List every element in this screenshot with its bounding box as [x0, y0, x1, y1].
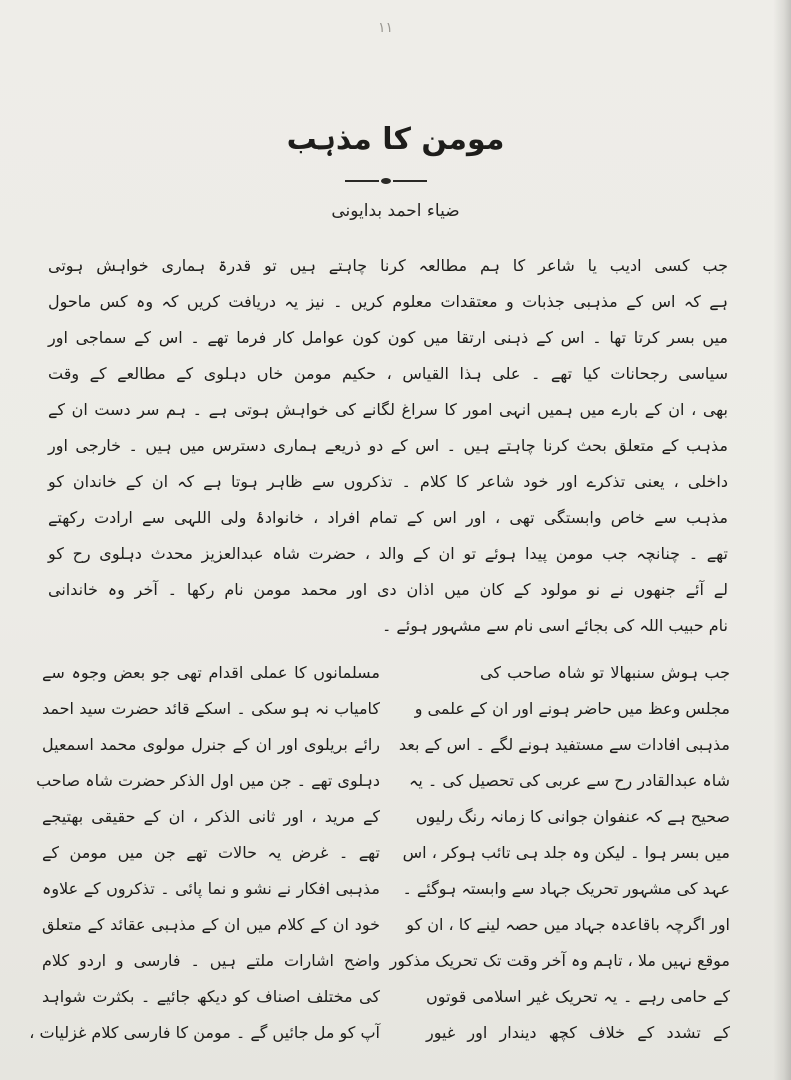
intro-line: بھی ، ان کے بارے میں ہمیں انہی امور کا سراغ لگانے کی خواہش ہوتی ہے ۔ ہم سر دست ان کے	[48, 400, 729, 419]
column-line: تھے ۔ غرض یہ حالات تھے جن میں مومن کے	[42, 843, 380, 862]
intro-line: مذہب سے خاص وابستگی تھی ، اور اس کے تمام افراد ، خانوادۂ ولی اللہی سے ارادت رکھتے	[48, 508, 728, 527]
column-line: صحیح ہے کہ عنفوان جوانی کا زمانہ رنگ رلیوں	[415, 807, 730, 826]
column-line: عہد کی مشہور تحریک جہاد سے وابستہ ہوگئے ۔	[402, 879, 730, 898]
article-title: مومن کا مذہب	[286, 122, 505, 157]
column-line: شاہ عبدالقادر رح سے عربی کی تحصیل کی ۔ یہ	[408, 771, 730, 790]
column-line: کی مختلف اصناف کو دیکھ جائیے ۔ بکثرت شواہد	[42, 987, 380, 1006]
column-line: خود ان کے کلام میں ان کے مذہبی عقائد کے متعلق	[42, 915, 380, 934]
intro-line: تھے ۔ چنانچہ جب مومن پیدا ہوئے تو ان کے والد ، حضرت شاہ عبدالعزیز محدث دہلوی رح کو	[48, 544, 728, 563]
intro-line: ہے کہ اس کے مذہبی جذبات و معتقدات معلوم کریں ۔ نیز یہ دریافت کریں کہ وہ کس ماحول	[48, 292, 728, 311]
intro-line: داخلی ، یعنی تذکرے اور خود شاعر کا کلام ۔ تذکروں سے ظاہر ہوتا ہے کہ ان کے خاندان کو	[48, 472, 728, 491]
column-line: مسلمانوں کا عملی اقدام تھی جو بعض وجوہ سے	[42, 663, 380, 682]
column-line: آپ کو مل جائیں گے ۔ مومن کا فارسی کلام غزلیات ،	[29, 1023, 380, 1042]
author-byline: ضیاء احمد بدایونی	[331, 201, 460, 221]
column-line: مجلس وعظ میں حاضر ہونے اور ان کے علمی و	[414, 699, 730, 718]
ornament-rule-right	[393, 180, 427, 182]
column-line: میں بسر ہوا ۔ لیکن وہ جلد ہی تائب ہوکر ، اس	[402, 843, 730, 862]
column-line: مذہبی افادات سے مستفید ہونے لگے ۔ اس کے بعد	[398, 735, 730, 754]
column-line: کے تشدد کے خلاف کچھ دیندار اور غیور	[426, 1023, 730, 1042]
column-line: واضح اشارات ملتے ہیں ۔ فارسی و اردو کلام	[42, 951, 380, 970]
column-line: کے مرید ، اور ثانی الذکر ، ان کے حقیقی بھتیجے	[42, 807, 380, 826]
intro-line: سیاسی رجحانات کیا تھے ۔ علی ہذا القیاس ، حکیم مومن خاں دہلوی کے مطالعے کے وقت	[48, 364, 728, 383]
ornament-rule-left	[345, 180, 379, 182]
intro-line: جب کسی ادیب یا شاعر کا ہم مطالعہ کرنا چاہتے ہیں تو قدرۃ ہماری خواہش ہوتی	[48, 256, 728, 275]
ornament-center	[381, 178, 391, 184]
intro-line: نام حبیب اللہ کی بجائے اسی نام سے مشہور ہوئے ۔	[381, 616, 728, 635]
column-line: اور اگرچہ باقاعدہ جہاد میں حصہ لینے کا ، ان کو	[406, 915, 730, 934]
column-line: مذہبی افکار نے نشو و نما پائی ۔ تذکروں کے علاوہ	[42, 879, 380, 898]
column-line: کامیاب نہ ہو سکی ۔ اسکے قائد حضرت سید احمد	[42, 699, 380, 718]
page-spine-shadow	[773, 0, 791, 1080]
intro-line: لے آئے جنھوں نے نو مولود کے کان میں اذان دی اور محمد مومن نام رکھا ۔ آخر وہ خاندانی	[48, 580, 728, 599]
title-ornament	[345, 178, 427, 184]
column-line: موقع نہیں ملا ، تاہم وہ آخر وقت تک تحریک مذکور	[389, 951, 730, 970]
column-line: کے حامی رہے ۔ یہ تحریک غیر اسلامی قوتوں	[426, 987, 730, 1006]
page-number: ١١	[378, 20, 394, 36]
intro-line: میں بسر کرتا تھا ۔ اس کے ذہنی ارتقا میں کون کون عوامل کار فرما تھے ۔ اس کے سماجی اور	[48, 328, 728, 347]
column-line: رائے بریلوی اور ان کے جنرل مولوی محمد اسمعیل	[42, 735, 380, 754]
column-line: جب ہوش سنبھالا تو شاہ صاحب کی	[480, 663, 730, 682]
column-line: دہلوی تھے ۔ جن میں اول الذکر حضرت شاہ صاحب	[36, 771, 380, 790]
intro-line: مذہب کے متعلق بحث کرنا چاہتے ہیں ۔ اس کے دو ذریعے ہماری دسترس میں ہیں ۔ خارجی اور	[48, 436, 728, 455]
